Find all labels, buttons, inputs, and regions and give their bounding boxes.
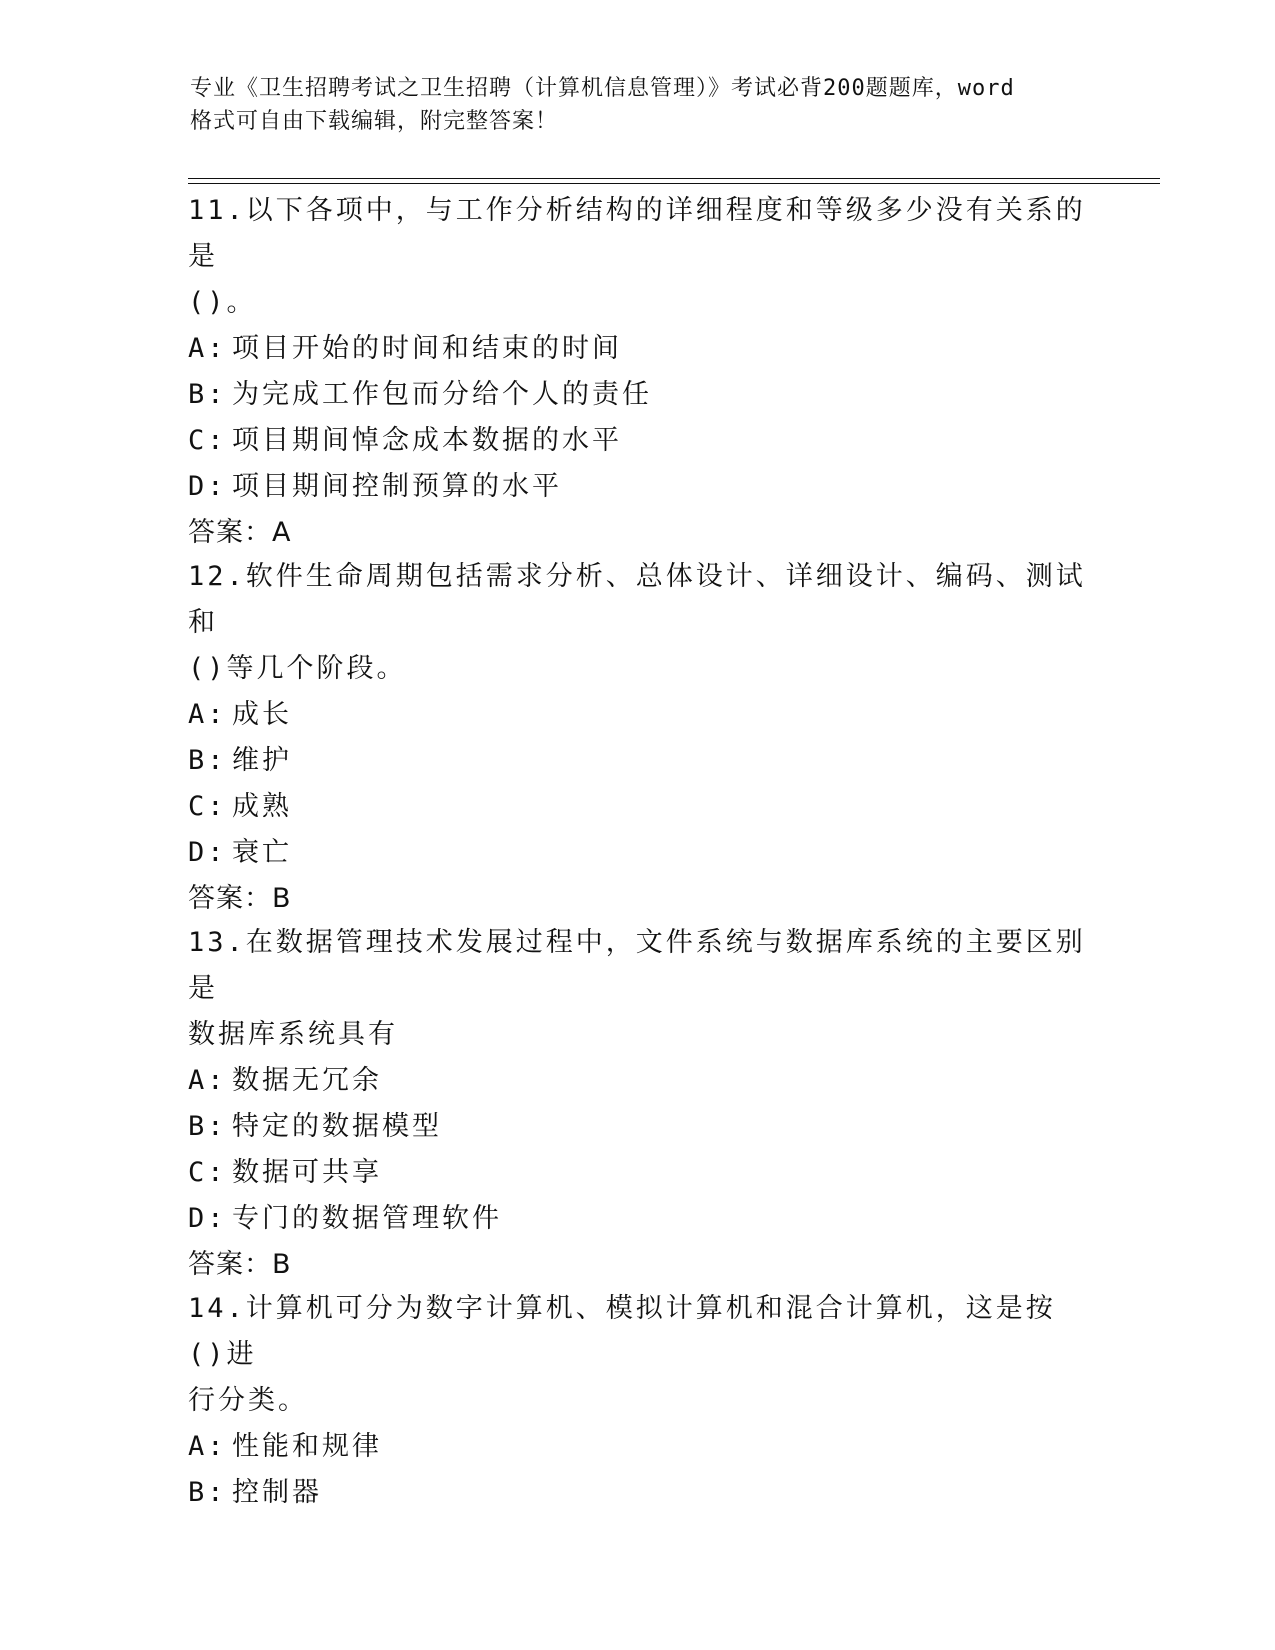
option-text: 特定的数据模型 (232, 1111, 442, 1142)
answer: 答案：B (188, 883, 292, 914)
option-text: 专门的数据管理软件 (232, 1203, 502, 1234)
option-letter: C: (188, 1157, 227, 1188)
answer: 答案：A (188, 517, 292, 548)
option-d (188, 830, 1088, 876)
option-b (188, 1104, 1088, 1150)
question-stem-line-1: 13.在数据管理技术发展过程中，文件系统与数据库系统的主要区别是 (188, 927, 1086, 1004)
option-text: 维护 (232, 745, 292, 776)
option-letter: B: (188, 745, 227, 776)
option-d (188, 1196, 1088, 1242)
question-13 (188, 920, 1088, 1288)
answer: 答案：B (188, 1249, 292, 1280)
option-letter: B: (188, 379, 227, 410)
question-11 (188, 188, 1088, 556)
header-title-line-2: 格式可自由下载编辑，附完整答案！ (190, 109, 559, 134)
option-letter: A: (188, 1065, 227, 1096)
option-letter: D: (188, 837, 227, 868)
option-text: 数据可共享 (232, 1157, 382, 1188)
question-stem-line-2: 行分类。 (188, 1385, 308, 1416)
option-letter: D: (188, 471, 227, 502)
header-title-line-1: 专业《卫生招聘考试之卫生招聘（计算机信息管理）》考试必背200题题库，word (190, 76, 1015, 101)
option-letter: D: (188, 1203, 227, 1234)
option-text: 性能和规律 (232, 1431, 382, 1462)
document-header (190, 72, 1090, 138)
option-text: 项目开始的时间和结束的时间 (232, 333, 622, 364)
option-text: 项目期间控制预算的水平 (232, 471, 562, 502)
option-text: 为完成工作包而分给个人的责任 (232, 379, 652, 410)
question-14 (188, 1286, 1088, 1516)
option-c (188, 418, 1088, 464)
option-c (188, 784, 1088, 830)
question-stem-line-1: 11.以下各项中，与工作分析结构的详细程度和等级多少没有关系的是 (188, 195, 1086, 272)
option-text: 项目期间悼念成本数据的水平 (232, 425, 622, 456)
option-letter: C: (188, 791, 227, 822)
header-divider-top (188, 178, 1160, 179)
option-letter: A: (188, 333, 227, 364)
question-stem-line-2: ()。 (188, 287, 257, 318)
option-text: 控制器 (232, 1477, 322, 1508)
question-stem-line-2: ()等几个阶段。 (188, 653, 407, 684)
option-a (188, 1424, 1088, 1470)
option-text: 成熟 (232, 791, 292, 822)
option-b (188, 738, 1088, 784)
question-stem-line-2: 数据库系统具有 (188, 1019, 398, 1050)
option-a (188, 326, 1088, 372)
option-letter: A: (188, 699, 227, 730)
option-letter: B: (188, 1111, 227, 1142)
option-letter: C: (188, 425, 227, 456)
question-12 (188, 554, 1088, 922)
option-text: 成长 (232, 699, 292, 730)
option-letter: B: (188, 1477, 227, 1508)
option-text: 数据无冗余 (232, 1065, 382, 1096)
option-b (188, 1470, 1088, 1516)
option-text: 衰亡 (232, 837, 292, 868)
question-stem-line-1: 12.软件生命周期包括需求分析、总体设计、详细设计、编码、测试和 (188, 561, 1086, 638)
option-a (188, 692, 1088, 738)
option-a (188, 1058, 1088, 1104)
header-divider-bottom (188, 183, 1160, 184)
option-b (188, 372, 1088, 418)
option-letter: A: (188, 1431, 227, 1462)
question-stem-line-1: 14.计算机可分为数字计算机、模拟计算机和混合计算机，这是按()进 (188, 1293, 1056, 1370)
option-d (188, 464, 1088, 510)
option-c (188, 1150, 1088, 1196)
